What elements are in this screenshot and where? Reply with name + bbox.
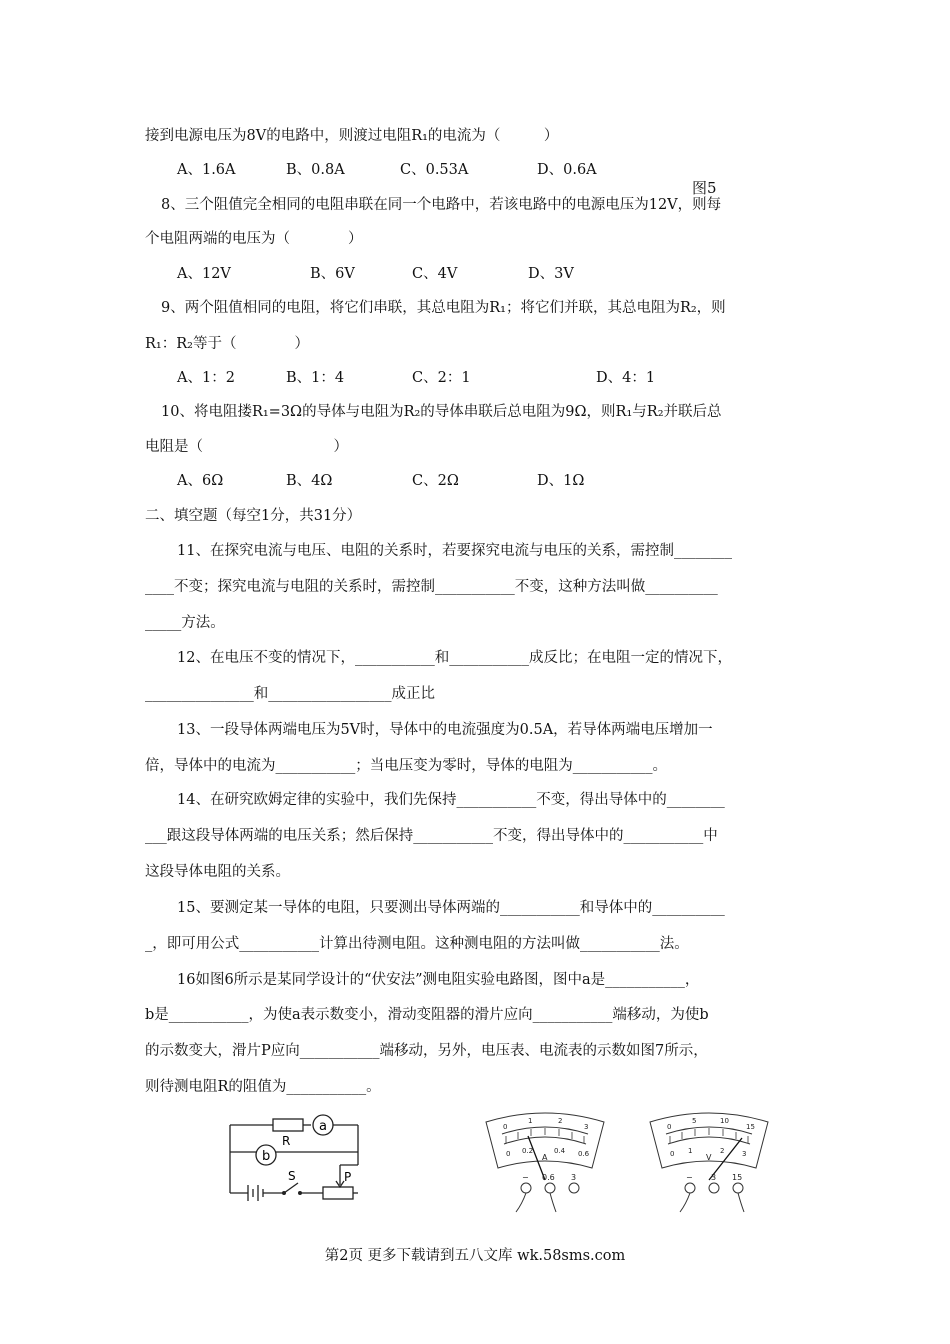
q14-line-1: 14、在研究欧姆定律的实验中，我们先保持___________不变，得出导体中的________ [177,792,725,808]
section-2-title: 二、填空题（每空1分，共31分） [145,508,362,524]
q15-line-2: _，即可用公式___________计算出待测电阻。这种测电阻的方法叫做___________法。 [145,936,689,952]
voltmeter-bottom-0: 0 [670,1150,675,1158]
voltmeter-top-0: 0 [667,1123,672,1131]
voltmeter-dial [642,1108,777,1216]
voltmeter-bottom-3: 3 [742,1150,747,1158]
q7-option-b: B、0.8A [286,162,345,178]
q13-line-1: 13、一段导体两端电压为5V时，导体中的电流强度为0.5A，若导体两端电压增加一 [177,722,713,738]
slider-label-p: P [344,1170,352,1184]
q16-line-3: 的示数变大，滑片P应向___________端移动，另外，电压表、电流表的示数如图7所示， [145,1043,708,1059]
q9-line-2: R₁：R₂等于（ ） [145,336,309,352]
voltmeter-bottom-2: 2 [720,1147,725,1155]
q8-option-a: A、12V [177,266,231,282]
ammeter-terminal-3: 3 [571,1173,577,1182]
q7-option-c: C、0.53A [400,162,469,178]
ammeter-dial [478,1108,613,1216]
voltmeter-symbol-b: b [262,1149,271,1164]
ammeter-top-2: 2 [558,1117,563,1125]
q9-option-a: A、1：2 [177,370,235,386]
ammeter-top-1: 1 [528,1117,533,1125]
q8-option-b: B、6V [310,266,355,282]
ammeter-unit: A [542,1153,548,1162]
voltmeter-bottom-1: 1 [688,1147,693,1155]
q10-option-b: B、4Ω [286,473,333,489]
voltmeter-top-5: 5 [692,1117,697,1125]
q7-option-d: D、0.6A [537,162,597,178]
ammeter-bottom-0: 0 [506,1150,511,1158]
q13-line-2: 倍，导体中的电流为___________；当电压变为零时，导体的电阻为___________。 [145,758,667,774]
figure-5-label: 图5 [692,179,717,197]
q8-option-c: C、4V [412,266,458,282]
q10-option-c: C、2Ω [412,473,459,489]
resistor-label-r: R [282,1134,291,1148]
ammeter-terminal-neg: − [522,1173,529,1182]
voltmeter-terminal-15: 15 [732,1173,743,1182]
circuit-diagram [218,1105,368,1205]
ammeter-symbol-a: a [319,1119,327,1134]
voltmeter-top-15: 15 [746,1123,755,1131]
q8-line-1: 8、三个阻值完全相同的电阻串联在同一个电路中，若该电路中的电源电压为12V，则每 [161,197,722,213]
q16-line-2: b是___________，为使a表示数变小，滑动变阻器的滑片应向___________端移动，为使b [145,1007,709,1023]
q12-line-1: 12、在电压不变的情况下，___________和___________成反比；在电阻一定的情况下， [177,650,732,666]
q7-option-a: A、1.6A [177,162,236,178]
q11-line-1: 11、在探究电流与电压、电阻的关系时，若要探究电流与电压的关系，需控制________ [177,543,732,559]
q12-line-2: _______________和_________________成正比 [145,686,435,702]
ammeter-top-3: 3 [584,1123,589,1131]
q10-option-d: D、1Ω [537,473,585,489]
q15-line-1: 15、要测定某一导体的电阻，只要测出导体两端的___________和导体中的__________ [177,900,725,916]
ammeter-bottom-1: 0.2 [522,1147,534,1155]
q16-line-1: 16如图6所示是某同学设计的“伏安法”测电阻实验电路图，图中a是___________， [177,972,700,988]
q9-option-c: C、2：1 [412,370,471,386]
q14-line-3: 这段导体电阻的关系。 [145,864,290,880]
switch-label-s: S [288,1169,296,1183]
ammeter-bottom-3: 0.6 [578,1150,590,1158]
q10-line-1: 10、将电阻搂R₁=3Ω的导体与电阻为R₂的导体串联后总电阻为9Ω，则R₁与R₂并联后总 [161,404,722,420]
q7-line: 接到电源电压为8V的电路中，则渡过电阻R₁的电流为（ ） [145,128,559,144]
q11-line-2: ____不变；探究电流与电阻的关系时，需控制___________不变，这种方法叫做__________ [145,579,718,595]
ammeter-terminal-0-6: 0.6 [542,1173,555,1182]
voltmeter-top-10: 10 [720,1117,729,1125]
q14-line-2: ___跟这段导体两端的电压关系；然后保持___________不变，得出导体中的___________中 [145,828,718,844]
page-footer: 第2页 更多下载请到五八文库 wk.58sms.com [324,1248,626,1264]
q11-line-3: _____方法。 [145,615,225,631]
q10-option-a: A、6Ω [177,473,224,489]
voltmeter-terminal-3: 3 [711,1173,717,1182]
q16-line-4: 则待测电阻R的阻值为___________。 [145,1079,381,1095]
q9-option-d: D、4：1 [596,370,656,386]
q8-option-d: D、3V [528,266,574,282]
q9-line-1: 9、两个阻值相同的电阻，将它们串联，其总电阻为R₁；将它们并联，其总电阻为R₂，则 [161,300,726,316]
ammeter-bottom-2: 0.4 [554,1147,566,1155]
q8-line-2: 个电阻两端的电压为（ ） [145,231,363,247]
ammeter-top-0: 0 [503,1123,508,1131]
q9-option-b: B、1：4 [286,370,345,386]
q10-line-2: 电阻是（ ） [145,439,348,455]
voltmeter-terminal-neg: − [686,1173,693,1182]
voltmeter-unit: V [706,1153,712,1162]
